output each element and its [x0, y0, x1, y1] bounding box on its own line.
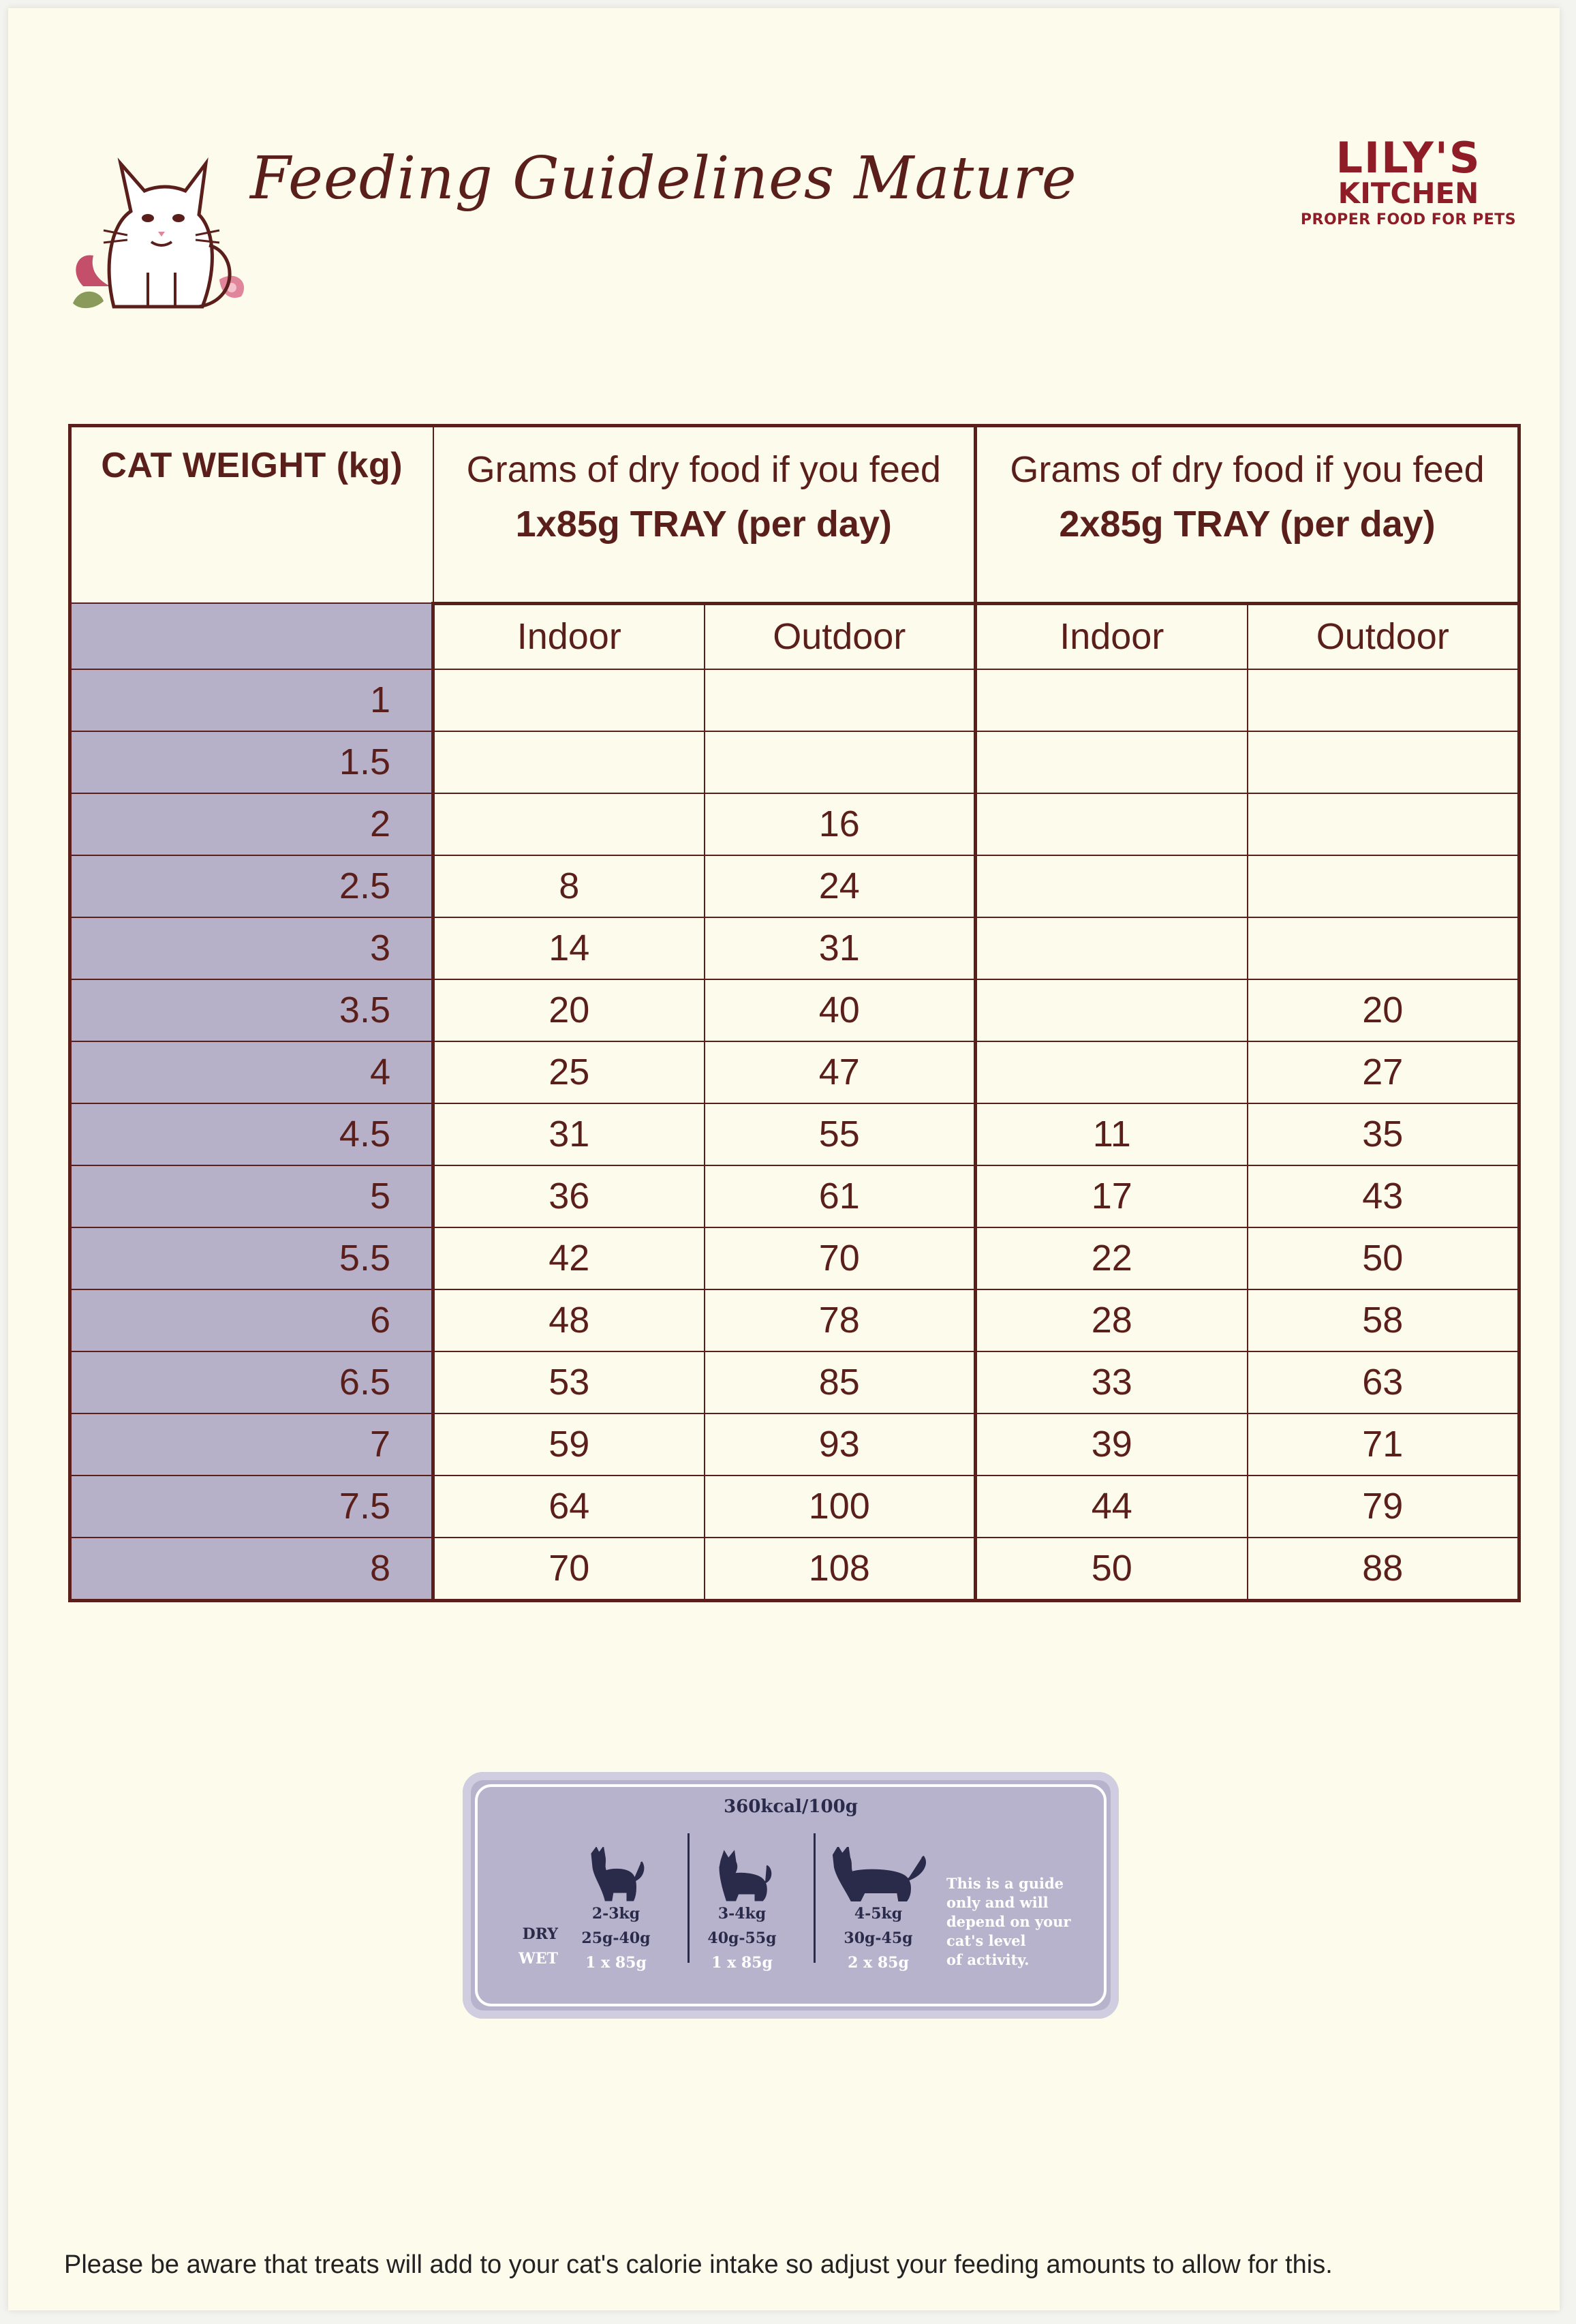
- g1-outdoor-cell: [705, 731, 976, 793]
- g2-indoor-cell: 17: [976, 1165, 1248, 1227]
- table-subheader-row: [70, 603, 1519, 669]
- table-row: [70, 1103, 1519, 1165]
- g1-outdoor-cell: 100: [705, 1476, 976, 1538]
- guide-note: [946, 1874, 1096, 1970]
- group2-header: [976, 426, 1519, 604]
- guide-note-line: of activity.: [946, 1951, 1030, 1968]
- table-row: [70, 1165, 1519, 1227]
- g1-outdoor-cell: 85: [705, 1351, 976, 1413]
- weight-cell: 1: [70, 669, 433, 731]
- guide-note-line: cat's level: [946, 1932, 1026, 1949]
- group2-line2: 2x85g TRAY (per day): [1059, 504, 1436, 545]
- weight-cell: 3.5: [70, 979, 433, 1041]
- group1-header: [433, 426, 976, 604]
- feeding-guide-box: [463, 1772, 1119, 2019]
- g1-outdoor-cell: 31: [705, 917, 976, 979]
- g2-indoor-cell: 33: [976, 1351, 1248, 1413]
- medium-cat-icon: [708, 1847, 776, 1901]
- weight-cell: 3: [70, 917, 433, 979]
- g2-indoor-cell: 11: [976, 1103, 1248, 1165]
- guide-dry-small: 25g-40g: [581, 1929, 651, 1947]
- g2-indoor-cell: [976, 917, 1248, 979]
- table-row: [70, 1538, 1519, 1601]
- g1-outdoor-cell: 16: [705, 793, 976, 855]
- g2-outdoor-cell: 63: [1248, 1351, 1519, 1413]
- g2-outdoor-cell: 20: [1248, 979, 1519, 1041]
- g2-indoor-cell: [976, 1041, 1248, 1103]
- group1-line1: Grams of dry food if you feed: [466, 449, 941, 490]
- table-row: [70, 1351, 1519, 1413]
- table-row: [70, 1041, 1519, 1103]
- guide-note-line: only and will: [946, 1894, 1049, 1911]
- kcal-label: 360kcal/100g: [724, 1796, 858, 1817]
- guide-column-large: [817, 1847, 940, 1975]
- g1-indoor-cell: 14: [433, 917, 705, 979]
- weight-sub-blank: [70, 603, 433, 669]
- g2-outdoor-cell: [1248, 669, 1519, 731]
- g1-outdoor-cell: 24: [705, 855, 976, 917]
- group2-line1: Grams of dry food if you feed: [1010, 449, 1485, 490]
- weight-cell: 2.5: [70, 855, 433, 917]
- g1-indoor-cell: 53: [433, 1351, 705, 1413]
- g1-outdoor-cell: 47: [705, 1041, 976, 1103]
- g2-outdoor-cell: [1248, 793, 1519, 855]
- g2-outdoor-cell: 79: [1248, 1476, 1519, 1538]
- guide-dry-medium: 40g-55g: [707, 1929, 777, 1947]
- g2-indoor-cell: 22: [976, 1227, 1248, 1289]
- g2-indoor-cell: [976, 669, 1248, 731]
- guide-weight-large: 4-5kg: [854, 1905, 903, 1923]
- logo-kitchen: KITCHEN: [1338, 177, 1479, 210]
- g1-outdoor-cell: 78: [705, 1289, 976, 1351]
- g2-indoor-cell: [976, 855, 1248, 917]
- g1-indoor-cell: [433, 793, 705, 855]
- table-row: [70, 917, 1519, 979]
- guide-divider-1: [687, 1833, 690, 1963]
- table-row: [70, 669, 1519, 731]
- guide-column-small: [565, 1847, 667, 1975]
- g2-indoor-cell: [976, 731, 1248, 793]
- guide-wet-small: 1 x 85g: [585, 1954, 647, 1972]
- g2-outdoor-cell: 35: [1248, 1103, 1519, 1165]
- subheader-g1-outdoor: Outdoor: [705, 603, 976, 669]
- table-row: [70, 1227, 1519, 1289]
- weight-cell: 8: [70, 1538, 433, 1601]
- table-row: [70, 793, 1519, 855]
- weight-cell: 6: [70, 1289, 433, 1351]
- logo-tagline: PROPER FOOD FOR PETS: [1300, 211, 1517, 228]
- g1-outdoor-cell: 61: [705, 1165, 976, 1227]
- table-row: [70, 855, 1519, 917]
- weight-cell: 7: [70, 1413, 433, 1476]
- guide-note-line: depend on your: [946, 1913, 1071, 1930]
- table-row: [70, 1289, 1519, 1351]
- g1-indoor-cell: 70: [433, 1538, 705, 1601]
- g1-outdoor-cell: 93: [705, 1413, 976, 1476]
- weight-header: CAT WEIGHT (kg): [70, 426, 433, 604]
- g2-outdoor-cell: 43: [1248, 1165, 1519, 1227]
- page-title: Feeding Guidelines Mature: [250, 144, 1077, 213]
- subheader-g1-indoor: Indoor: [433, 603, 705, 669]
- footer-note: Please be aware that treats will add to your cat's calorie intake so adjust your feeding amounts to allow for this.: [64, 2250, 1333, 2279]
- g1-indoor-cell: [433, 731, 705, 793]
- weight-cell: 4.5: [70, 1103, 433, 1165]
- weight-cell: 1.5: [70, 731, 433, 793]
- weight-cell: 7.5: [70, 1476, 433, 1538]
- g1-indoor-cell: [433, 669, 705, 731]
- large-cat-icon: [827, 1847, 929, 1901]
- g2-indoor-cell: 39: [976, 1413, 1248, 1476]
- table-row: [70, 731, 1519, 793]
- g1-indoor-cell: 42: [433, 1227, 705, 1289]
- guide-weight-medium: 3-4kg: [717, 1905, 767, 1923]
- logo-name: LILY'S: [1335, 133, 1481, 183]
- table-row: [70, 1413, 1519, 1476]
- guide-weight-small: 2-3kg: [591, 1905, 640, 1923]
- weight-cell: 5.5: [70, 1227, 433, 1289]
- g1-indoor-cell: 59: [433, 1413, 705, 1476]
- g1-indoor-cell: 8: [433, 855, 705, 917]
- g2-indoor-cell: 28: [976, 1289, 1248, 1351]
- small-cat-icon: [585, 1847, 647, 1901]
- g2-indoor-cell: 50: [976, 1538, 1248, 1601]
- g1-outdoor-cell: 70: [705, 1227, 976, 1289]
- g1-indoor-cell: 31: [433, 1103, 705, 1165]
- g1-indoor-cell: 25: [433, 1041, 705, 1103]
- g1-indoor-cell: 36: [433, 1165, 705, 1227]
- g2-outdoor-cell: [1248, 855, 1519, 917]
- g1-indoor-cell: 20: [433, 979, 705, 1041]
- guide-wet-large: 2 x 85g: [848, 1954, 909, 1972]
- weight-cell: 2: [70, 793, 433, 855]
- wet-label: WET: [519, 1950, 558, 1968]
- g1-indoor-cell: 48: [433, 1289, 705, 1351]
- guide-column-medium: [691, 1847, 793, 1975]
- subheader-g2-outdoor: Outdoor: [1248, 603, 1519, 669]
- g1-outdoor-cell: 40: [705, 979, 976, 1041]
- feeding-table: [68, 424, 1521, 1602]
- weight-cell: 6.5: [70, 1351, 433, 1413]
- subheader-g2-indoor: Indoor: [976, 603, 1248, 669]
- g1-outdoor-cell: [705, 669, 976, 731]
- brand-logo: [1289, 133, 1528, 240]
- g2-indoor-cell: [976, 979, 1248, 1041]
- guide-divider-2: [814, 1833, 816, 1963]
- g2-outdoor-cell: 27: [1248, 1041, 1519, 1103]
- g2-outdoor-cell: 58: [1248, 1289, 1519, 1351]
- g2-outdoor-cell: 71: [1248, 1413, 1519, 1476]
- guide-wet-medium: 1 x 85g: [711, 1954, 773, 1972]
- feeding-table-wrap: [68, 424, 1517, 1589]
- group1-line2: 1x85g TRAY (per day): [515, 504, 892, 545]
- g1-indoor-cell: 64: [433, 1476, 705, 1538]
- g2-outdoor-cell: 88: [1248, 1538, 1519, 1601]
- g2-indoor-cell: 44: [976, 1476, 1248, 1538]
- weight-cell: 5: [70, 1165, 433, 1227]
- dry-label: DRY: [522, 1925, 558, 1943]
- g2-outdoor-cell: 50: [1248, 1227, 1519, 1289]
- guide-row-labels: [510, 1922, 558, 1971]
- g1-outdoor-cell: 108: [705, 1538, 976, 1601]
- table-row: [70, 979, 1519, 1041]
- table-header-row: [70, 426, 1519, 604]
- g2-outdoor-cell: [1248, 731, 1519, 793]
- cat-illustration: [63, 123, 253, 320]
- guide-note-line: This is a guide: [946, 1875, 1064, 1892]
- weight-cell: 4: [70, 1041, 433, 1103]
- g2-outdoor-cell: [1248, 917, 1519, 979]
- g1-outdoor-cell: 55: [705, 1103, 976, 1165]
- page-sheet: [8, 8, 1560, 2310]
- guide-dry-large: 30g-45g: [844, 1929, 913, 1947]
- table-row: [70, 1476, 1519, 1538]
- g2-indoor-cell: [976, 793, 1248, 855]
